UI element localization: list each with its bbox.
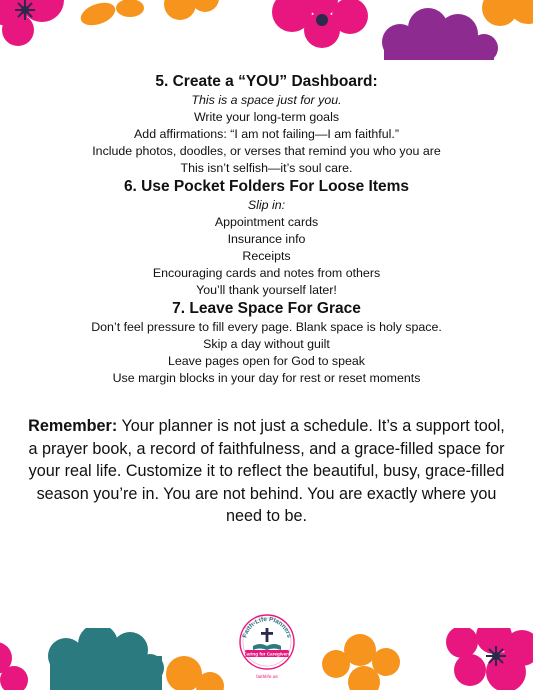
section-line: Skip a day without guilt bbox=[203, 337, 330, 351]
section-line: Add affirmations: “I am not failing—I am faithful.” bbox=[134, 127, 399, 141]
remember-label: Remember: bbox=[28, 417, 118, 436]
purple-flower-icon bbox=[382, 8, 498, 60]
section-line: Insurance info bbox=[227, 232, 306, 246]
section-line: Write your long-term goals bbox=[193, 110, 340, 124]
section-space-for-grace bbox=[0, 299, 533, 387]
section-line: Include photos, doodles, or verses that remind you who you are bbox=[92, 144, 441, 158]
pink-flower-icon bbox=[0, 0, 64, 46]
tips-content bbox=[0, 72, 533, 387]
section-title: 7. Leave Space For Grace bbox=[172, 300, 361, 317]
orange-flower-icon bbox=[322, 634, 400, 690]
pink-flower-icon bbox=[446, 628, 533, 690]
section-pocket-folders bbox=[0, 177, 533, 299]
top-floral-border bbox=[0, 0, 533, 60]
section-line: Leave pages open for God to speak bbox=[167, 354, 366, 368]
section-line: This isn’t selfish—it’s soul care. bbox=[180, 161, 353, 175]
section-line: This is a space just for you. bbox=[191, 93, 342, 107]
remember-text: Your planner is not just a schedule. It’s a support tool, a prayer book, a record of faithfulness, and a grace-filled space for your real life. Customize it to reflect the beautiful, busy, grace-filled season you’re in. You are not behind. You are exactly where you need to be. bbox=[28, 417, 505, 526]
pink-flower-icon bbox=[0, 642, 28, 690]
section-dashboard bbox=[0, 72, 533, 177]
logo-bottom-text: faithlife.us bbox=[256, 675, 278, 680]
orange-flower-icon bbox=[166, 656, 224, 690]
logo-banner-text: Caring for Caregivers bbox=[243, 651, 291, 657]
section-line: Receipts bbox=[242, 249, 291, 263]
section-line: You’ll thank yourself later! bbox=[196, 283, 337, 297]
section-line: Appointment cards bbox=[214, 215, 319, 229]
faith-life-planners-logo bbox=[238, 612, 296, 682]
section-title: 6. Use Pocket Folders For Loose Items bbox=[123, 178, 410, 195]
logo-top-text: Faith-Life Planners bbox=[241, 615, 293, 639]
orange-flower-icon bbox=[164, 0, 219, 20]
section-line: Slip in: bbox=[247, 198, 286, 212]
section-line: Don’t feel pressure to fill every page. Blank space is holy space. bbox=[91, 320, 442, 334]
teal-flower-icon bbox=[48, 628, 164, 690]
section-title: 5. Create a “YOU” Dashboard: bbox=[155, 73, 378, 90]
section-line: Use margin blocks in your day for rest or reset moments bbox=[112, 371, 421, 385]
pink-flower-icon bbox=[272, 0, 368, 48]
orange-flower-icon bbox=[78, 0, 144, 30]
orange-flower-icon bbox=[482, 0, 533, 26]
section-line: Encouraging cards and notes from others bbox=[152, 266, 381, 280]
remember-paragraph bbox=[22, 415, 511, 528]
